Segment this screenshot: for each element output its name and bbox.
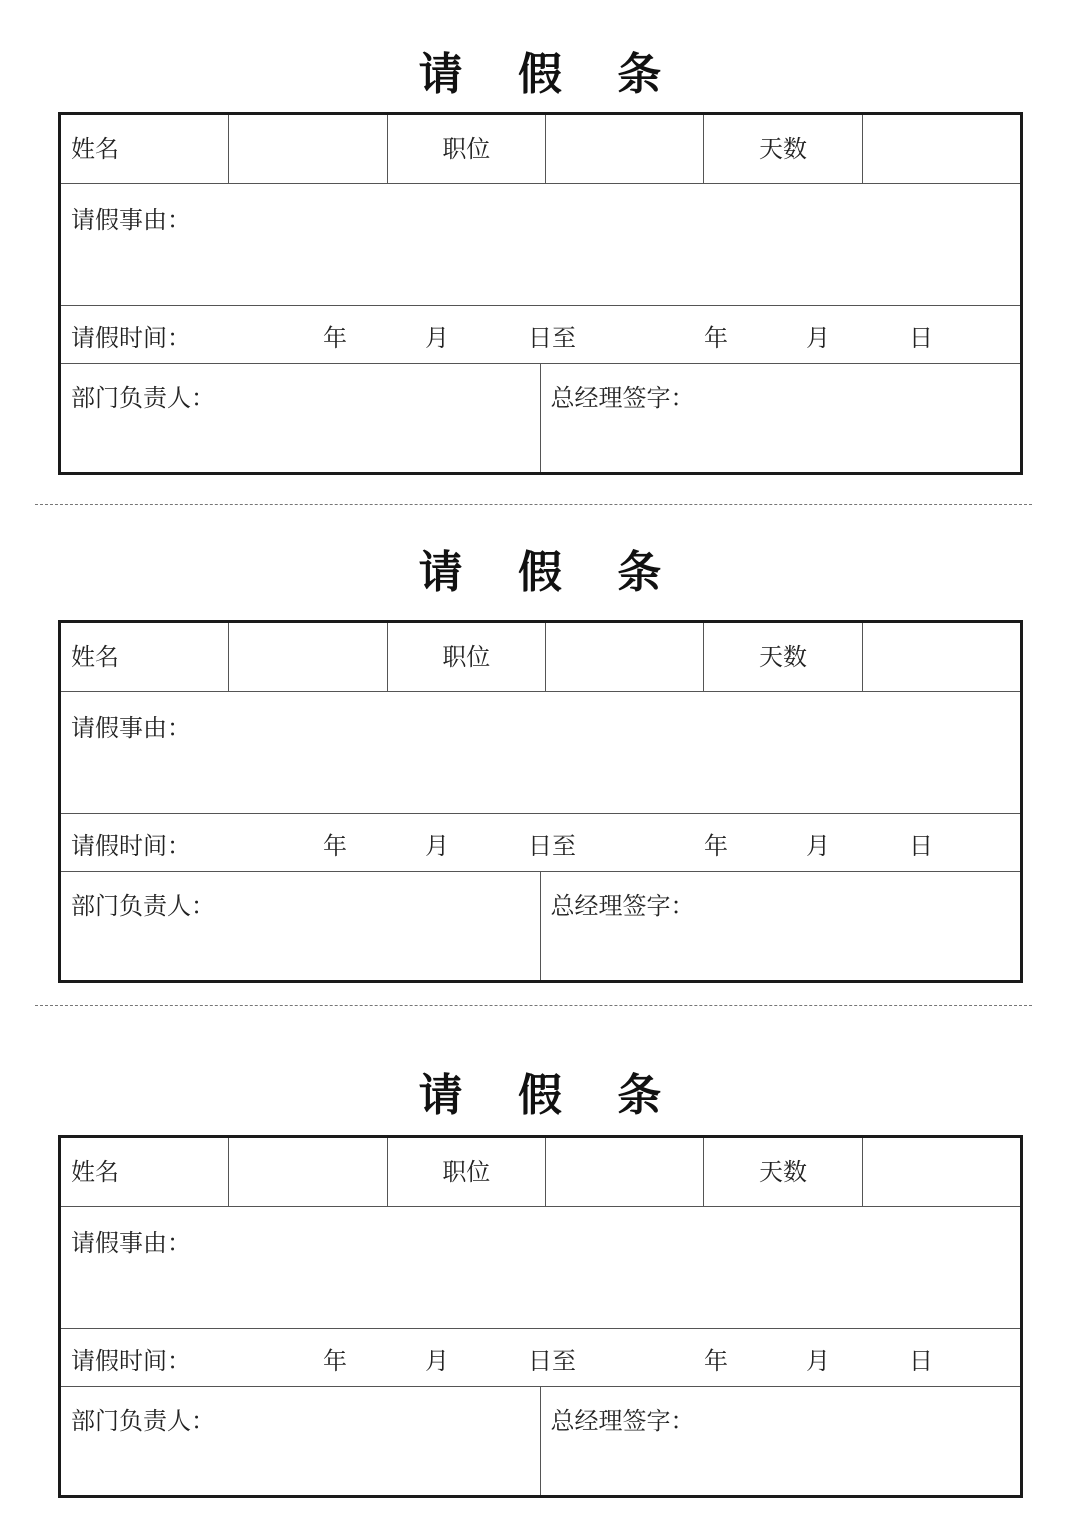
position-label: 职位 (388, 115, 546, 183)
position-field[interactable] (546, 1138, 704, 1206)
start-year-unit: 年 (323, 832, 347, 860)
signature-row (61, 872, 1020, 980)
leave-time-row[interactable] (61, 814, 1020, 872)
name-field[interactable] (229, 115, 387, 183)
reason-label: 请假事由： (71, 714, 191, 742)
leave-time-row[interactable] (61, 1329, 1020, 1387)
slip-3-header-row (61, 1138, 1020, 1207)
leave-time-label: 请假时间： (71, 1347, 191, 1375)
dept-head-field[interactable] (61, 364, 541, 472)
name-field[interactable] (229, 623, 387, 691)
end-year-unit: 年 (704, 324, 728, 352)
slip-3-form (58, 1135, 1023, 1498)
days-field[interactable] (863, 115, 1020, 183)
name-label: 姓名 (61, 623, 229, 691)
position-field[interactable] (546, 623, 704, 691)
position-label: 职位 (388, 623, 546, 691)
dept-head-field[interactable] (61, 872, 541, 980)
slip-2-title: 请 假 条 (418, 547, 682, 598)
end-year-unit: 年 (704, 832, 728, 860)
days-label: 天数 (704, 623, 862, 691)
gm-sign-label: 总经理签字： (550, 1407, 695, 1435)
position-label: 职位 (388, 1138, 546, 1206)
name-label: 姓名 (61, 1138, 229, 1206)
gm-sign-label: 总经理签字： (550, 384, 695, 412)
position-field[interactable] (546, 115, 704, 183)
end-month-unit: 月 (806, 1347, 830, 1375)
days-field[interactable] (863, 623, 1020, 691)
start-day-to-unit: 日至 (528, 324, 576, 352)
end-day-unit: 日 (909, 324, 933, 352)
start-day-to-unit: 日至 (528, 1347, 576, 1375)
cut-line (35, 1005, 1032, 1006)
gm-sign-field[interactable] (541, 364, 1021, 472)
start-month-unit: 月 (425, 324, 449, 352)
slip-1-form (58, 112, 1023, 475)
slip-3-title: 请 假 条 (418, 1070, 682, 1121)
end-day-unit: 日 (909, 832, 933, 860)
signature-row (61, 364, 1020, 472)
start-year-unit: 年 (323, 324, 347, 352)
end-year-unit: 年 (704, 1347, 728, 1375)
start-year-unit: 年 (323, 1347, 347, 1375)
reason-label: 请假事由： (71, 206, 191, 234)
start-month-unit: 月 (425, 832, 449, 860)
leave-time-label: 请假时间： (71, 324, 191, 352)
cut-line (35, 504, 1032, 505)
slip-2-form (58, 620, 1023, 983)
days-field[interactable] (863, 1138, 1020, 1206)
reason-field[interactable] (61, 692, 1020, 814)
dept-head-label: 部门负责人： (71, 892, 215, 920)
slip-1-title: 请 假 条 (418, 49, 682, 100)
signature-row (61, 1387, 1020, 1495)
gm-sign-label: 总经理签字： (550, 892, 695, 920)
slip-2-header-row (61, 623, 1020, 692)
name-label: 姓名 (61, 115, 229, 183)
start-day-to-unit: 日至 (528, 832, 576, 860)
reason-field[interactable] (61, 184, 1020, 306)
slip-1-header-row (61, 115, 1020, 184)
name-field[interactable] (229, 1138, 387, 1206)
end-month-unit: 月 (806, 324, 830, 352)
dept-head-label: 部门负责人： (71, 384, 215, 412)
reason-label: 请假事由： (71, 1229, 191, 1257)
leave-time-row[interactable] (61, 306, 1020, 364)
reason-field[interactable] (61, 1207, 1020, 1329)
leave-time-label: 请假时间： (71, 832, 191, 860)
dept-head-field[interactable] (61, 1387, 541, 1495)
days-label: 天数 (704, 115, 862, 183)
dept-head-label: 部门负责人： (71, 1407, 215, 1435)
gm-sign-field[interactable] (541, 1387, 1021, 1495)
end-month-unit: 月 (806, 832, 830, 860)
days-label: 天数 (704, 1138, 862, 1206)
end-day-unit: 日 (909, 1347, 933, 1375)
start-month-unit: 月 (425, 1347, 449, 1375)
gm-sign-field[interactable] (541, 872, 1021, 980)
